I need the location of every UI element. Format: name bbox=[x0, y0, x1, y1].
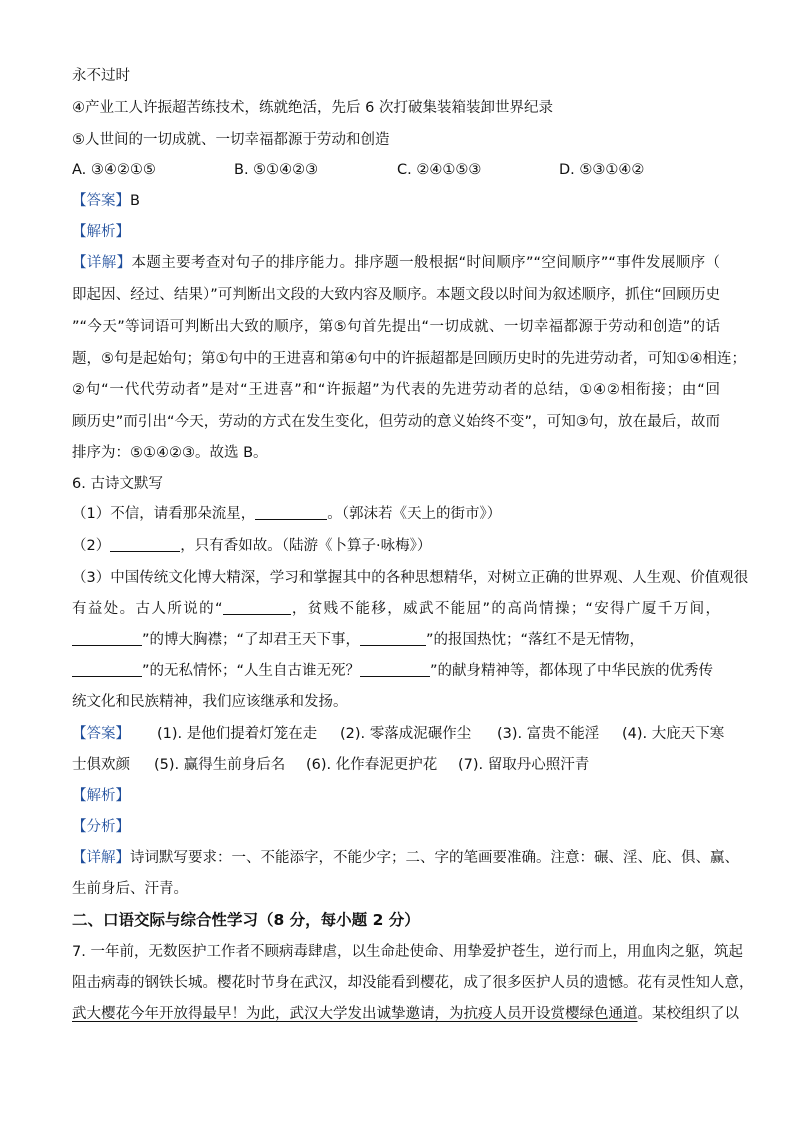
fill-blank bbox=[360, 662, 430, 677]
analysis-tag: 【解析】 bbox=[72, 788, 130, 804]
answer-item: 士俱欢颜 bbox=[72, 757, 130, 773]
q7-line: 阻击病毒的钢铁长城。樱花时节身在武汉，却没能看到樱花，成了很多医护人员的遗憾。花有灵性知人意， bbox=[72, 975, 754, 991]
q7-line: 武大樱花今年开放得最早！为此，武汉大学发出诚挚邀请，为抗疫人员开设赏樱绿色通道。某校组织了以 bbox=[72, 1006, 739, 1022]
q6-detail-line: 生前身后、汗青。 bbox=[72, 881, 188, 897]
answer-item: (6). 化作春泥更护花 bbox=[306, 757, 438, 773]
q6-sub-3-line: 有益处。古人所说的“ ，贫贱不能移，威武不能屈”的高尚情操；“安得广厦千万间， bbox=[72, 601, 720, 617]
fill-blank bbox=[255, 505, 327, 520]
answer-item: (4). 大庇天下寒 bbox=[622, 726, 725, 742]
q5-detail-line: ②句“一代代劳动者”是对“王进喜”和“许振超”为代表的先进劳动者的总结，①④②相衔接；由“回 bbox=[72, 382, 720, 398]
q5-detail-line: 即起因、经过、结果）”可判断出文段的大致内容及顺序。本题文段以时间为叙述顺序，抓住“回顾历史 bbox=[72, 287, 720, 303]
fill-blank bbox=[72, 662, 142, 677]
q6-title: 6. 古诗文默写 bbox=[72, 476, 163, 492]
q6-sub-1: （1）不信，请看那朵流星， 。（郭沫若《天上的街市》） bbox=[72, 506, 502, 522]
q6-sub-2: （2） ，只有香如故。（陆游《卜算子·咏梅》） bbox=[72, 538, 432, 554]
q6-sub-3-line: （3）中国传统文化博大精深，学习和掌握其中的各种思想精华，对树立正确的世界观、人生观、价值观很 bbox=[72, 570, 749, 586]
detail-tag: 【详解】 bbox=[72, 255, 132, 271]
fill-blank bbox=[360, 631, 426, 646]
text-line: 永不过时 bbox=[72, 68, 130, 84]
answer-value: B bbox=[130, 193, 140, 209]
option-c: C. ②④①⑤③ bbox=[397, 162, 482, 178]
option-a: A. ③④②①⑤ bbox=[72, 162, 156, 178]
q6-answer-row-2 bbox=[72, 755, 720, 775]
q5-item-5: ⑤人世间的一切成就、一切幸福都源于劳动和创造 bbox=[72, 132, 390, 148]
q6-sub-3-line: ”的无私情怀；“人生自古谁无死？ ”的献身精神等，都体现了中华民族的优秀传 bbox=[72, 661, 713, 681]
option-d: D. ⑤③①④② bbox=[559, 162, 645, 178]
answer-item: (3). 富贵不能淫 bbox=[497, 726, 600, 742]
q5-answer bbox=[72, 191, 140, 211]
answer-item: (2). 零落成泥碾作尘 bbox=[340, 726, 472, 742]
section-heading: 二、口语交际与综合性学习（8 分，每小题 2 分） bbox=[72, 911, 420, 929]
q6-sub-3-line: ”的博大胸襟；“了却君王天下事， ”的报国热忱；“落红不是无情物， bbox=[72, 630, 644, 650]
detail-tag: 【详解】 bbox=[72, 850, 130, 866]
answer-item: (5). 赢得生前身后名 bbox=[154, 757, 286, 773]
q7-line: 7. 一年前，无数医护工作者不顾病毒肆虐，以生命赴使命、用挚爱护苍生，逆行而上，用血肉之躯，筑起 bbox=[72, 944, 743, 960]
q5-detail-line: 排序为：⑤①④②③。故选 B。 bbox=[72, 445, 268, 461]
q5-item-4: ④产业工人许振超苦练技术，练就绝活，先后 6 次打破集装箱装卸世界纪录 bbox=[72, 100, 553, 116]
q6-sub-3-line: 统文化和民族精神，我们应该继承和发扬。 bbox=[72, 694, 348, 710]
underlined-sentence: 武大樱花今年开放得最早！为此，武汉大学发出诚挚邀请，为抗疫人员开设赏樱绿色通道 bbox=[72, 1006, 638, 1022]
q6-answer-row-1 bbox=[72, 724, 725, 744]
answer-item: (7). 留取丹心照汗青 bbox=[458, 757, 590, 773]
option-b: B. ⑤①④②③ bbox=[234, 162, 319, 178]
answer-tag: 【答案】 bbox=[72, 726, 130, 742]
q5-detail-line: 【详解】本题主要考查对句子的排序能力。排序题一般根据“时间顺序”“空间顺序”“事件发展顺序（ bbox=[72, 255, 720, 271]
answer-item: (1). 是他们提着灯笼在走 bbox=[157, 726, 318, 742]
fill-blank bbox=[110, 537, 180, 552]
fill-blank bbox=[223, 600, 291, 615]
analysis-tag: 【解析】 bbox=[72, 224, 130, 240]
q5-detail-line: 顾历史”而引出“今天，劳动的方式在发生变化，但劳动的意义始终不变”，可知③句，放在最后，故而 bbox=[72, 414, 720, 430]
q5-detail-line: 题，⑤句是起始句；第①句中的王进喜和第④句中的许振超都是回顾历史时的先进劳动者，可知①④相连； bbox=[72, 351, 746, 367]
q5-detail-line: ”“今天”等词语可判断出大致的顺序，第⑤句首先提出“一切成就、一切幸福都源于劳动和创造”的话 bbox=[72, 319, 720, 335]
q5-options bbox=[72, 160, 720, 180]
fill-blank bbox=[72, 631, 142, 646]
answer-tag: 【答案】 bbox=[72, 193, 130, 209]
fenxi-tag: 【分析】 bbox=[72, 819, 130, 835]
q6-detail-line: 【详解】诗词默写要求：一、不能添字，不能少字；二、字的笔画要准确。注意：碾、淫、庇、俱、赢、 bbox=[72, 850, 739, 866]
